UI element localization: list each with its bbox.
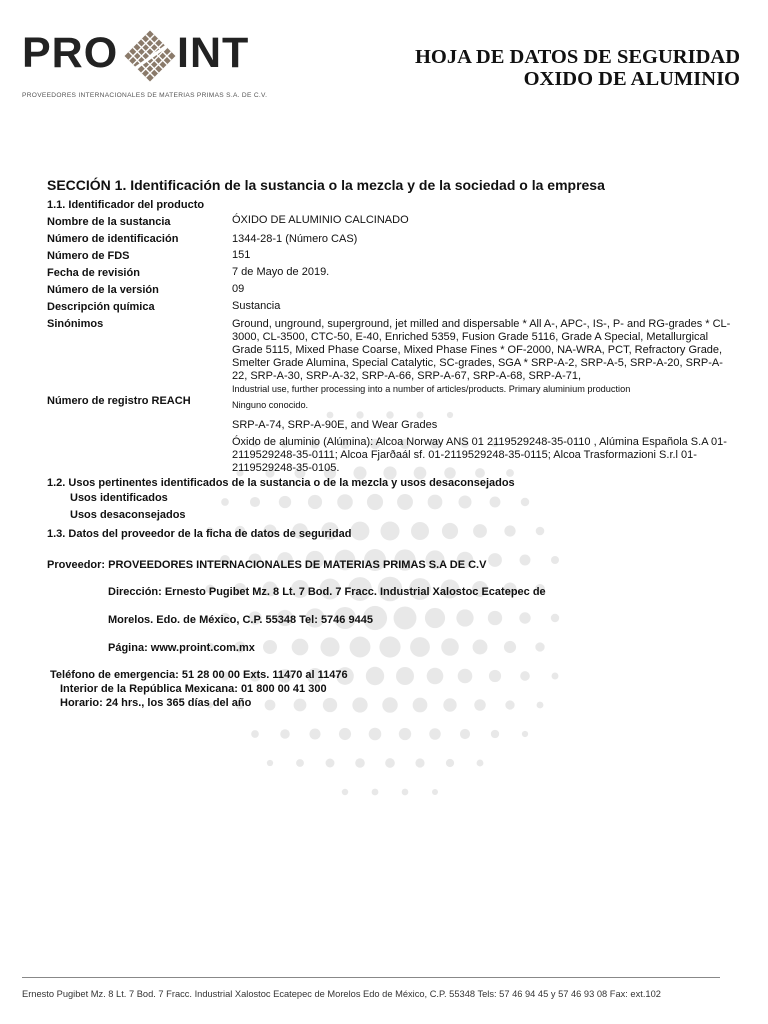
field-value: 151 <box>232 249 251 261</box>
reach-label: Número de registro REACH <box>47 395 191 407</box>
supplier-website: Página: www.proint.com.mx <box>108 642 255 654</box>
supplier-name: Proveedor: PROVEEDORES INTERNACIONALES DE MATERIAS PRIMAS S.A DE C.V <box>47 559 487 571</box>
logo-subtitle: PROVEEDORES INTERNACIONALES DE MATERIAS PRIMAS S.A. DE C.V. <box>22 92 268 99</box>
field-value: 7 de Mayo de 2019. <box>232 266 330 278</box>
watermark-dot <box>535 642 544 651</box>
watermark-dot <box>473 640 488 655</box>
watermark-dot <box>473 524 487 538</box>
watermark-dot <box>551 614 559 622</box>
synonyms-continued: SRP-A-74, SRP-A-90E, and Wear Grades <box>232 419 438 431</box>
watermark-dot <box>380 521 399 540</box>
watermark-dot <box>399 728 411 740</box>
watermark-dot <box>489 670 501 682</box>
watermark-dot <box>326 759 335 768</box>
synonyms-label: Sinónimos <box>47 318 104 330</box>
supplier-address-line2: Morelos. Edo. de México, C.P. 55348 Tel: 5746 9445 <box>108 614 373 626</box>
field-value: 09 <box>232 283 245 295</box>
watermark-dot <box>551 556 559 564</box>
subsection-1-2: 1.2. Usos pertinentes identificados de la sustancia o de la mezcla y usos desaconsejados <box>47 477 515 489</box>
watermark-dot <box>337 494 353 510</box>
field-label: Descripción química <box>47 301 155 313</box>
emergency-hours: Horario: 24 hrs., los 365 días del año <box>60 697 252 709</box>
field-label: Fecha de revisión <box>47 267 140 279</box>
watermark-dot <box>292 639 309 656</box>
watermark-dot <box>351 522 370 541</box>
document-title-line2: OXIDO DE ALUMINIO <box>523 68 740 90</box>
subsection-1-1: 1.1. Identificador del producto <box>47 199 205 211</box>
watermark-dot <box>460 729 470 739</box>
watermark-dot <box>263 640 277 654</box>
reach-value: Óxido de aluminio (Alúmina): Alcoa Norway ANS 01 2119529248-35-0110 , Alúmina Española S.A 01-2119529248-35-0111; Alcoa Fjarðaál sf. 01-2119529248-35-0115; Alcoa Trasformazioni S.r.l 01-2119529248-35-0105. <box>232 436 727 474</box>
emergency-national: Interior de la República Mexicana: 01 800 00 41 300 <box>60 683 327 695</box>
supplier-address-line1: Dirección: Ernesto Pugibet Mz. 8 Lt. 7 Bod. 7 Fracc. Industrial Xalostoc Ecatepec de <box>108 586 546 598</box>
watermark-dot <box>342 789 348 795</box>
watermark-dot <box>385 758 395 768</box>
watermark-dot <box>488 553 502 567</box>
emergency-phone: Teléfono de emergencia: 51 28 00 00 Exts. 11470 al 11476 <box>50 669 348 681</box>
watermark-dot <box>521 498 529 506</box>
watermark-dot <box>221 498 229 506</box>
watermark-dot <box>427 668 444 685</box>
logo-text-left: PRO <box>22 29 119 77</box>
watermark-dot <box>504 525 515 536</box>
watermark-dot <box>267 760 273 766</box>
watermark-dot <box>504 641 516 653</box>
field-value: 1344-28-1 (Número CAS) <box>232 233 358 245</box>
watermark-dot <box>410 637 430 657</box>
watermark-dot <box>416 411 423 418</box>
footer-address: Ernesto Pugibet Mz. 8 Lt. 7 Bod. 7 Fracc. Industrial Xalostoc Ecatepec de Morelos Edo de México, C.P. 55348 Tels: 57 46 94 45 y 57 46 93 08 Fax: ext.102 <box>22 989 661 999</box>
watermark-dot <box>386 411 393 418</box>
watermark-dot <box>519 612 530 623</box>
watermark-dot <box>369 728 382 741</box>
watermark-dot <box>397 494 413 510</box>
watermark-dot <box>447 412 453 418</box>
watermark-dot <box>280 729 290 739</box>
overlap-text-none: Ninguno conocido. <box>232 400 309 410</box>
watermark-dot <box>432 789 438 795</box>
watermark-dot <box>323 698 337 712</box>
watermark-dot <box>536 527 545 536</box>
watermark-dot <box>505 700 514 709</box>
field-label: Número de FDS <box>47 250 130 262</box>
field-value: Sustancia <box>232 300 281 312</box>
watermark-dot <box>355 758 365 768</box>
watermark-dot <box>458 495 471 508</box>
watermark-dot <box>488 611 502 625</box>
logo-text-right: INT <box>177 29 250 77</box>
watermark-dot <box>477 760 484 767</box>
watermark-dot <box>366 667 384 685</box>
uses-discouraged-label: Usos desaconsejados <box>70 509 186 521</box>
watermark-dot <box>320 637 339 656</box>
watermark-dot <box>443 698 456 711</box>
watermark-dot <box>537 702 544 709</box>
watermark-dot <box>296 759 304 767</box>
watermark-dot <box>372 789 379 796</box>
watermark-dot <box>367 494 383 510</box>
watermark-dot <box>441 638 459 656</box>
watermark-dot <box>411 522 429 540</box>
synonyms-value: Ground, unground, superground, jet milled and dispersable * All A-, APC-, IS-, P- and RG-grades * CL-3000, CL-3500, CTC-50, E-40, Enriched 5359, Fusion Grade 5116, Grade A Special, Metallurgical Grade 5115, Mixed Phase Coarse, Mixed Phase Fines * OF-2000, NA-WRA, PCT, Refractory Grade, Smelter Grade Alumina, Special Catalytic, SC-grades, SGA * SRP-A-2, SRP-A-5, SRP-A-20, SRP-A-22, SRP-A-30, SRP-A-32, SRP-A-66, SRP-A-67, SRP-A-68, SRP-A-71, <box>232 318 731 382</box>
watermark-dot <box>442 523 458 539</box>
watermark-dot <box>250 497 260 507</box>
watermark-dot <box>474 699 486 711</box>
field-label: Nombre de la sustancia <box>47 216 171 228</box>
watermark-dot <box>396 667 414 685</box>
overlap-text-uses: Industrial use, further processing into a number of articles/products. Primary aluminium production <box>232 384 631 394</box>
watermark-dot <box>279 496 291 508</box>
document-title-line1: HOJA DE DATOS DE SEGURIDAD <box>414 46 740 68</box>
watermark-dot <box>458 669 473 684</box>
watermark-dot <box>413 698 428 713</box>
watermark-dot <box>394 607 417 630</box>
field-value: ÓXIDO DE ALUMINIO CALCINADO <box>232 214 409 226</box>
watermark-dot <box>350 637 371 658</box>
watermark-dot <box>339 728 351 740</box>
watermark-dot <box>428 495 443 510</box>
company-logo <box>22 28 272 100</box>
watermark-dot <box>429 728 441 740</box>
section-heading: SECCIÓN 1. Identificación de la sustancia o la mezcla y de la sociedad o la empresa <box>47 177 605 193</box>
field-label: Número de identificación <box>47 233 179 245</box>
watermark-dot <box>522 731 528 737</box>
document-title <box>415 46 740 90</box>
watermark-dot <box>456 609 473 626</box>
field-label: Número de la versión <box>47 284 159 296</box>
watermark-dot <box>308 495 322 509</box>
subsection-1-3: 1.3. Datos del proveedor de la ficha de datos de seguridad <box>47 528 352 540</box>
watermark-dot <box>382 697 397 712</box>
watermark-dot <box>520 671 530 681</box>
logo-diamond-icon <box>122 28 178 84</box>
watermark-dot <box>251 730 259 738</box>
watermark-dot <box>425 608 445 628</box>
watermark-dot <box>552 673 559 680</box>
watermark-dot <box>356 411 363 418</box>
watermark-dot <box>446 759 454 767</box>
uses-identified-label: Usos identificados <box>70 492 168 504</box>
watermark-dot <box>402 789 409 796</box>
watermark-dot <box>379 636 400 657</box>
watermark-dot <box>327 412 334 419</box>
watermark-dot <box>294 699 307 712</box>
footer-divider <box>22 977 720 978</box>
watermark-dot <box>265 700 276 711</box>
watermark-dot <box>309 728 320 739</box>
watermark-dot <box>490 497 501 508</box>
watermark-dot <box>415 758 424 767</box>
watermark-dot <box>352 697 367 712</box>
watermark-dot <box>491 730 499 738</box>
watermark-dot <box>520 555 531 566</box>
